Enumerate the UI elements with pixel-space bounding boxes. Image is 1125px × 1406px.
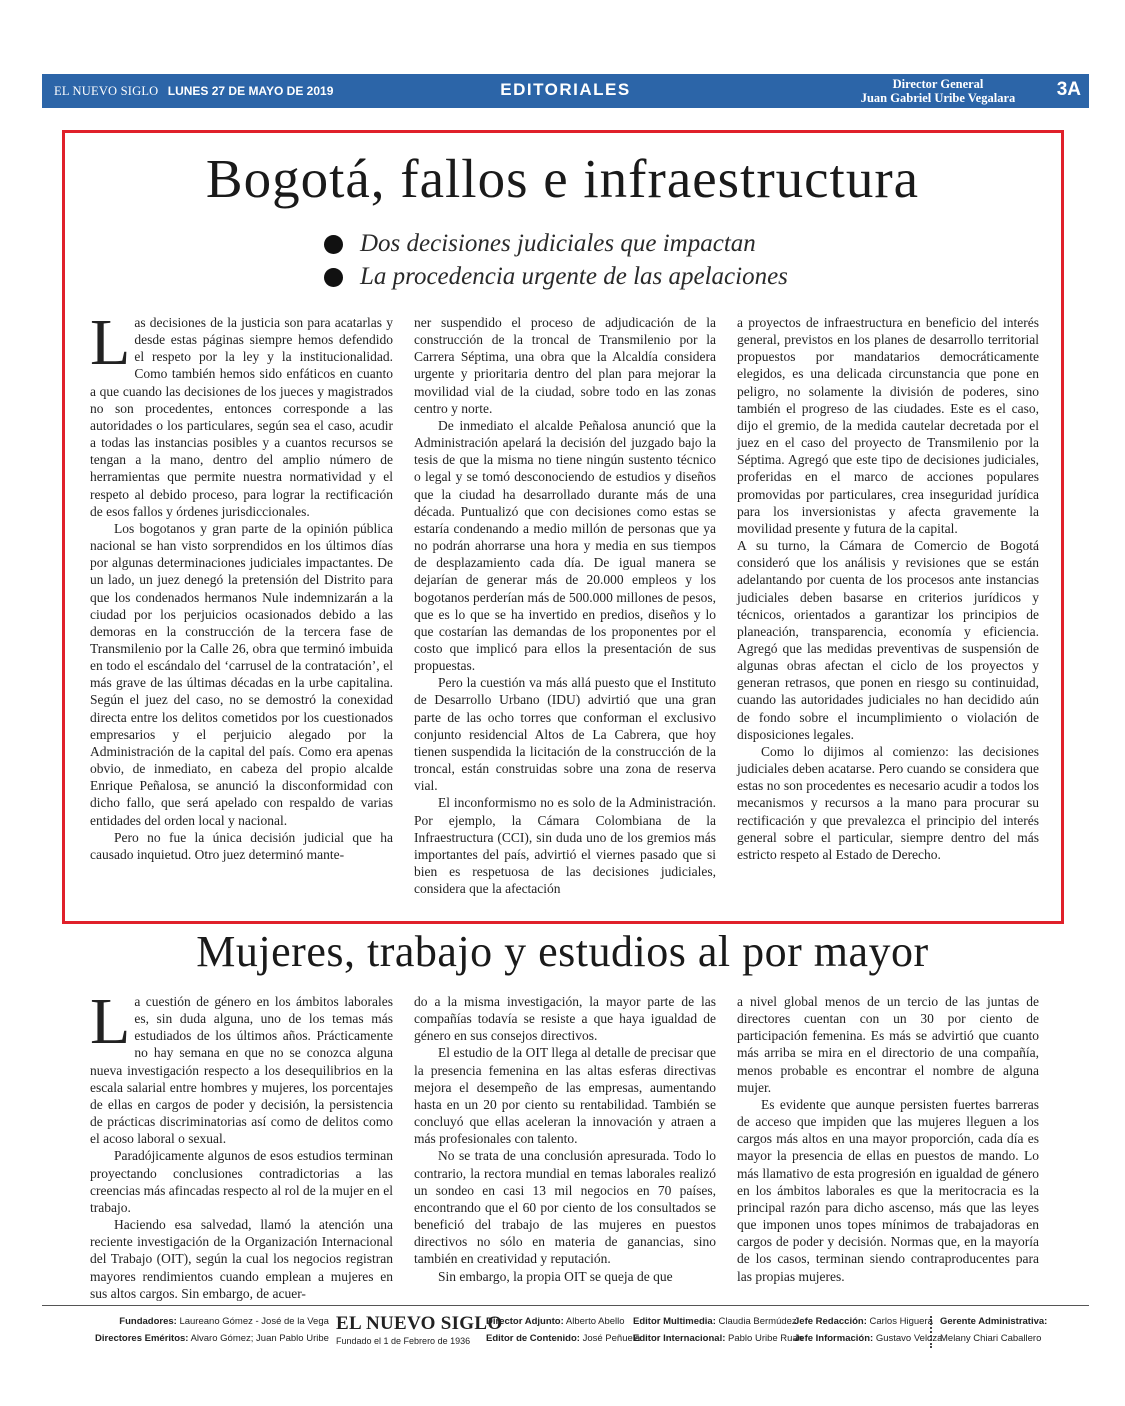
paragraph: Paradójicamente algunos de esos estudios terminan proyectando conclusiones contradictorias a las creencias más afincadas respecto al rol de la mujer en el trabajo. — [90, 1148, 393, 1215]
paragraph: El estudio de la OIT llega al detalle de precisar que la presencia femenina en las altas esferas directivas mejora el desempeño de las empresas, aumentando hasta en un 20 por ciento su rentabilidad. También se concluyó que ellas aceleran la innovación y atraen a más profesionales con talento. — [414, 1045, 716, 1147]
director-credit — [838, 77, 1038, 105]
section-title: EDITORIALES — [500, 80, 631, 99]
footer-editors: Editor Multimedia: Claudia Bermúdez Editor Internacional: Pablo Uribe Ruan — [633, 1316, 804, 1344]
paragraph: Sin embargo, la propia OIT se queja de que — [438, 1268, 673, 1284]
footer-chiefs: Jefe Redacción: Carlos Higuera Jefe Información: Gustavo Veloza — [794, 1316, 943, 1344]
subhead-item — [322, 230, 788, 263]
article2-column-1 — [90, 985, 393, 1301]
subhead-item — [322, 263, 788, 296]
director-label: Director General — [892, 77, 984, 91]
bullet-icon — [324, 235, 343, 254]
drop-cap: L — [90, 985, 131, 1058]
subhead-text: La procedencia urgente de las apelaciones — [360, 263, 788, 290]
newspaper-logo: EL NUEVO SIGLO — [336, 1313, 503, 1334]
paragraph: No se trata de una conclusión apresurada. Todo lo contrario, la rectora mundial en temas laborales realizó un sondeo en casi 13 mil negocios en 70 países, encontrando que el 60 por ciento de los consultados se benefició del trabajo de las mujeres en puestos directivos no sólo en materia de ganancias, sino también en creatividad y reputación. — [414, 1148, 716, 1267]
paragraph: Las decisiones de la justicia son para acatarlas y desde estas páginas siempre hemos defendido el respeto por la ley y la institucionalidad. Como también hemos sido enfáticos en cuanto a que cuando las decisiones de los jueces y magistrados no son procedentes, entonces corresponde a las autoridades o los particulares, según sea el caso, acudir a todas las instancias posibles y a cuantos recursos se tengan a la mano, dentro del amplio número de herramientas que permite nuestra normatividad y el respeto al debido proceso, para lograr la rectificación de esos fallos y órdenes jurisdiccionales. — [90, 306, 393, 519]
director-name: Juan Gabriel Uribe Vegalara — [860, 91, 1016, 105]
paragraph: Los bogotanos y gran parte de la opinión pública nacional se han visto sorprendidos en los últimos días por algunas determinaciones judiciales impactantes. De un lado, un juez denegó la pretensión del Distrito para que los condenados hermanos Nule indemnizarán a la ciudad por los perjuicios ocasionados debido a las demoras en la construcción de la tercera fase de Transmilenio por la Calle 26, obra que terminó imbuida en todo el escándalo del ‘carrusel de la contratación’, el más grave de las últimas décadas en la urbe capitalina. Según el juez del caso, no se demostró la conexidad directa entre los delitos cometidos por los cuestionados empresarios y el perjuicio alegado por la Administración de la capital del país. Como era apenas obvio, de inmediato, en cabeza del propio alcalde Enrique Peñalosa, se anunció la disconformidad con dicho fallo, que será apelado con respaldo de varias entidades del orden local y nacional. — [90, 520, 393, 828]
article1-column-3 — [737, 314, 1039, 914]
editorial-headline: Bogotá, fallos e infraestructura — [205, 148, 920, 209]
article1-column-2 — [414, 314, 716, 914]
paragraph: Es evidente que aunque persisten fuertes barreras de acceso que impiden que las mujeres lleguen a los cargos más altos en una mayor proporción, cada día es mayor la presencia de ellas en puestos de mando. Lo más llamativo de esta progresión en igualdad de género en los ámbitos laborales es que la meritocracia es la principal razón para dicho ascenso, más que las leyes que imponen unos topes mínimos de trabajadoras en cargos de poder y decisión. Normas que, en la mayoría de los casos, terminan siendo contraproducentes para las propias mujeres. — [737, 1096, 1039, 1284]
article2-column-3 — [737, 993, 1039, 1293]
paragraph: a nivel global menos de un tercio de las juntas de directores cuentan con un 30 por ciento de participación femenina. Es más se advirtió que cuanto más arriba se mira en el directorio de una compañía, menos probable es encontrar el nombre de alguna mujer. — [737, 994, 1039, 1095]
page-number: 3A — [1056, 79, 1081, 100]
issue-date: LUNES 27 DE MAYO DE 2019 — [167, 84, 334, 98]
subhead-text: Dos decisiones judiciales que impactan — [360, 230, 756, 257]
paragraph: A su turno, la Cámara de Comercio de Bogotá consideró que los análisis y revisiones que se están adelantando por cuenta de los procesos ante instancias judiciales deben basarse en criterios jurídicos y técnicos, orientados a garantizar los principios de planeación, transparencia, economía y eficiencia. Agregó que las medidas preventivas de suspensión de algunas obras afectan el ciclo de los proyectos y generan retrasos, que ponen en riesgo su continuidad, cuando las autoridades judiciales no han decidido aún de fondo sobre el incumplimiento o violación de disposiciones legales. — [737, 538, 1039, 742]
footer-dotted-separator — [930, 1316, 932, 1348]
page-header-bar — [42, 74, 1089, 108]
footer-directors: Director Adjunto: Alberto Abello Editor de Contenido: José Peñuela — [486, 1316, 641, 1344]
paragraph: do a la misma investigación, la mayor parte de las compañías todavía se resiste a que haya igualdad de género en sus consejos directivos. — [414, 994, 716, 1044]
founding-date: Fundado el 1 de Febrero de 1936 — [336, 1336, 471, 1346]
newspaper-name: EL NUEVO SIGLO — [54, 84, 159, 98]
paragraph: El inconformismo no es solo de la Administración. Por ejemplo, la Cámara Colombiana de la Infraestructura (CCI), sin duda uno de los gremios más importantes del país, advirtió el viernes pasado que si bien es respetuosa de las decisiones judiciales, considera que la afectación — [414, 795, 716, 897]
article1-column-1 — [90, 306, 393, 914]
article2-column-2 — [414, 993, 716, 1293]
footer-divider — [42, 1305, 1089, 1306]
drop-cap: L — [90, 306, 131, 379]
paragraph: Como lo dijimos al comienzo: las decisiones judiciales deben acatarse. Pero cuando se considera que estas no son procedentes es necesario acudir a todos los mecanismos y recursos a la mano para procurar su rectificación y que prevalezca el principio del interés general sobre el particular, siempre dentro del más estricto respeto al Estado de Derecho. — [737, 743, 1039, 862]
second-editorial-headline: Mujeres, trabajo y estudios al por mayor — [196, 927, 929, 976]
paragraph: Pero la cuestión va más allá puesto que el Instituto de Desarrollo Urbano (IDU) advirtió que una gran parte de las ocho torres que conforman el exclusivo conjunto residencial Altos de La Cabrera, que hoy tienen suspendida la licitación de la construcción de la troncal, están construidas sobre una zona de reserva vial. — [414, 675, 716, 794]
paragraph: De inmediato el alcalde Peñalosa anunció que la Administración apelará la decisión del juzgado bajo la tesis de que la misma no tiene ningún sustento técnico o legal y se tomó desconociendo de estudios y diseños que la ciudad ha desarrollado durante más de una década. Puntualizó que con decisiones como estas se estaría condenando a medio millón de personas que ya no podrán ahorrarse una hora y media en sus tiempos de desplazamiento cada día. De igual manera se dejarían de generar más de 20.000 empleos y los bogotanos perderían más de 500.000 millones de pesos, que es lo que se ha invertido en predios, diseños y lo que costarían las demandas de los proponentes por el costo que implicó para ellos la presentación de sus propuestas. — [414, 417, 716, 674]
paragraph: ner suspendido el proceso de adjudicación de la construcción de la troncal de Transmilenio por la Carrera Séptima, una obra que la Alcaldía considera urgente y prioritaria dentro del plan para mejorar la movilidad vial de la ciudad, sobre todo en las zonas centro y norte. — [414, 315, 716, 416]
footer-founders: Fundadores: Laureano Gómez - José de la Vega Directores Eméritos: Alvaro Gómez; Juan Pablo Uribe — [95, 1316, 329, 1344]
footer-manager: Gerente Administrativa: Melany Chiari Caballero — [940, 1316, 1048, 1344]
paragraph: Haciendo esa salvedad, llamó la atención una reciente investigación de la Organización Internacional del Trabajo (OIT), según la cual los negocios registran mayores rendimientos cuando emplean a mujeres en sus altos cargos. Sin embargo, de acuer- — [90, 1217, 393, 1301]
bullet-icon — [324, 268, 343, 287]
paragraph: La cuestión de género en los ámbitos laborales es, sin duda alguna, uno de los temas más estudiados de los últimos años. Prácticamente no hay semana en que no se conozca alguna nueva investigación respecto a los desequilibrios en la escala salarial entre hombres y mujeres, los porcentajes de ellas en cargos de poder y decisión, la persistencia de prácticas discriminatorias así como de delitos como el acoso laboral o sexual. — [90, 985, 393, 1147]
paragraph: Pero no fue la única decisión judicial que ha causado inquietud. Otro juez determinó mante- — [90, 829, 393, 862]
paragraph: a proyectos de infraestructura en beneficio del interés general, previstos en los planes de desarrollo territorial propuestos por mandatarios democráticamente elegidos, es una delicada circunstancia que pone en peligro, no solamente la división de poderes, sino también el progreso de las ciudades. Este es el caso, dijo el gremio, de la medida cautelar decretada por el juez en el caso del proyecto de Transmilenio por la Séptima. Agregó que este tipo de decisiones judiciales, proferidas en el marco de acciones populares promovidas por particulares, crea inseguridad jurídica para los inversionistas y afecta gravemente la movilidad presente y futura de la capital. — [737, 315, 1039, 536]
editorial-subheads — [322, 230, 788, 296]
footer-logo-block — [336, 1313, 503, 1348]
